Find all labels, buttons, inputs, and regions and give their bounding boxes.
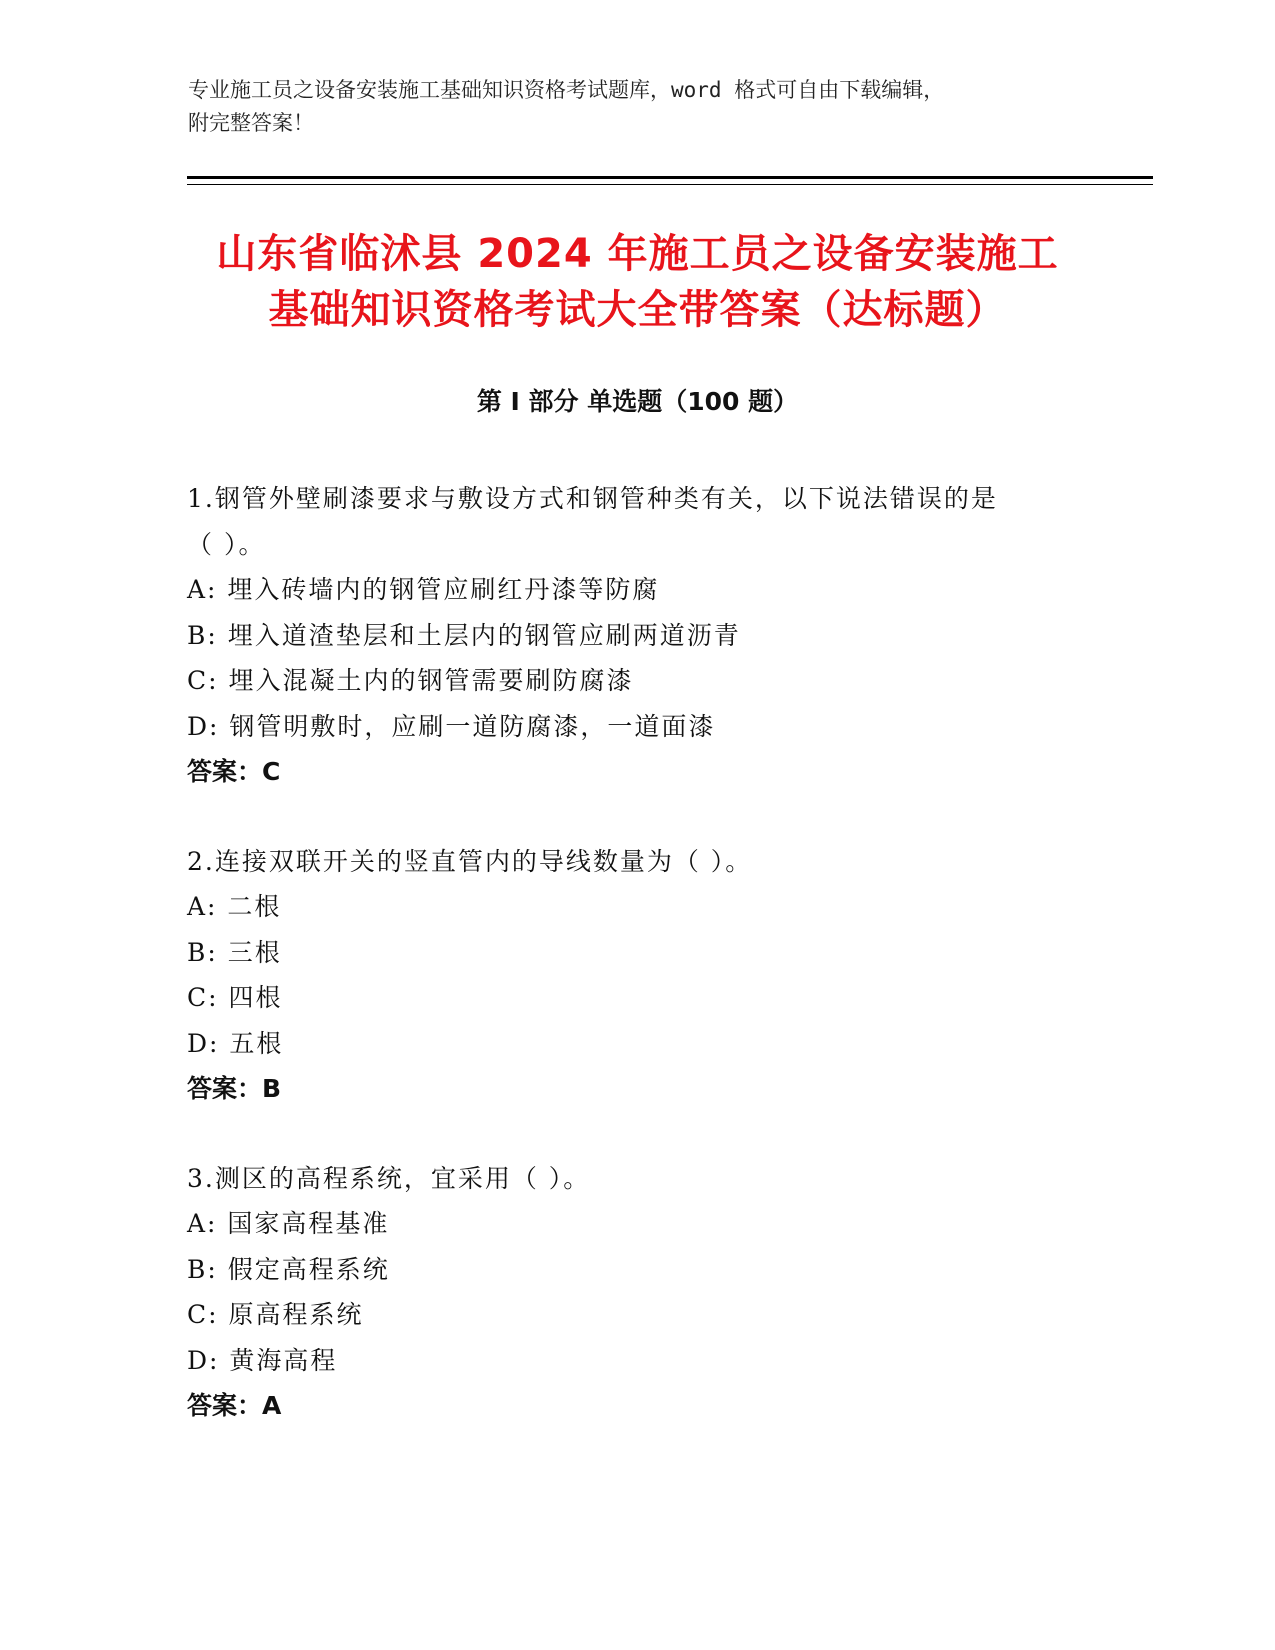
header-note [188,74,1088,140]
header-divider-thick [187,176,1153,179]
question-list [187,476,1087,1473]
answer: 答案：C [187,757,281,786]
document-title-line-2: 基础知识资格考试大全带答案（达标题） [268,287,1007,333]
section-title: 第 I 部分 单选题（100 题） [476,387,799,416]
option-a: A: 国家高程基准 [187,1209,390,1238]
question-stem: 3.测区的高程系统，宜采用（ ）。 [187,1163,591,1193]
question-1 [187,476,1087,795]
question-2 [187,839,1087,1112]
answer: 答案：A [187,1391,282,1420]
option-a: A: 埋入砖墙内的钢管应刷红丹漆等防腐 [187,575,660,604]
option-d: D: 五根 [187,1028,284,1058]
answer: 答案：B [187,1074,282,1103]
option-d: D: 黄海高程 [187,1345,338,1375]
option-c: C: 四根 [187,983,283,1012]
question-stem: 2.连接双联开关的竖直管内的导线数量为（ ）。 [187,846,753,876]
option-b: B: 埋入道渣垫层和土层内的钢管应刷两道沥青 [187,620,741,650]
option-b: B: 假定高程系统 [187,1254,390,1284]
header-note-line-2: 附完整答案！ [188,111,314,135]
option-a: A: 二根 [187,892,282,921]
question-stem: 1.钢管外壁刷漆要求与敷设方式和钢管种类有关，以下说法错误的是 [187,484,998,513]
option-b: B: 三根 [187,937,282,967]
question-stem-continued: （ ）。 [187,529,266,559]
option-d: D: 钢管明敷时，应刷一道防腐漆，一道面漆 [187,711,716,741]
header-note-line-1: 专业施工员之设备安装施工基础知识资格考试题库，word 格式可自由下载编辑， [188,78,945,102]
option-c: C: 原高程系统 [187,1300,364,1329]
document-title-line-1: 山东省临沭县 2024 年施工员之设备安装施工 [216,231,1059,277]
option-c: C: 埋入混凝土内的钢管需要刷防腐漆 [187,666,634,695]
header-divider-thin [187,184,1153,185]
document-title [150,226,1125,338]
question-3 [187,1156,1087,1429]
